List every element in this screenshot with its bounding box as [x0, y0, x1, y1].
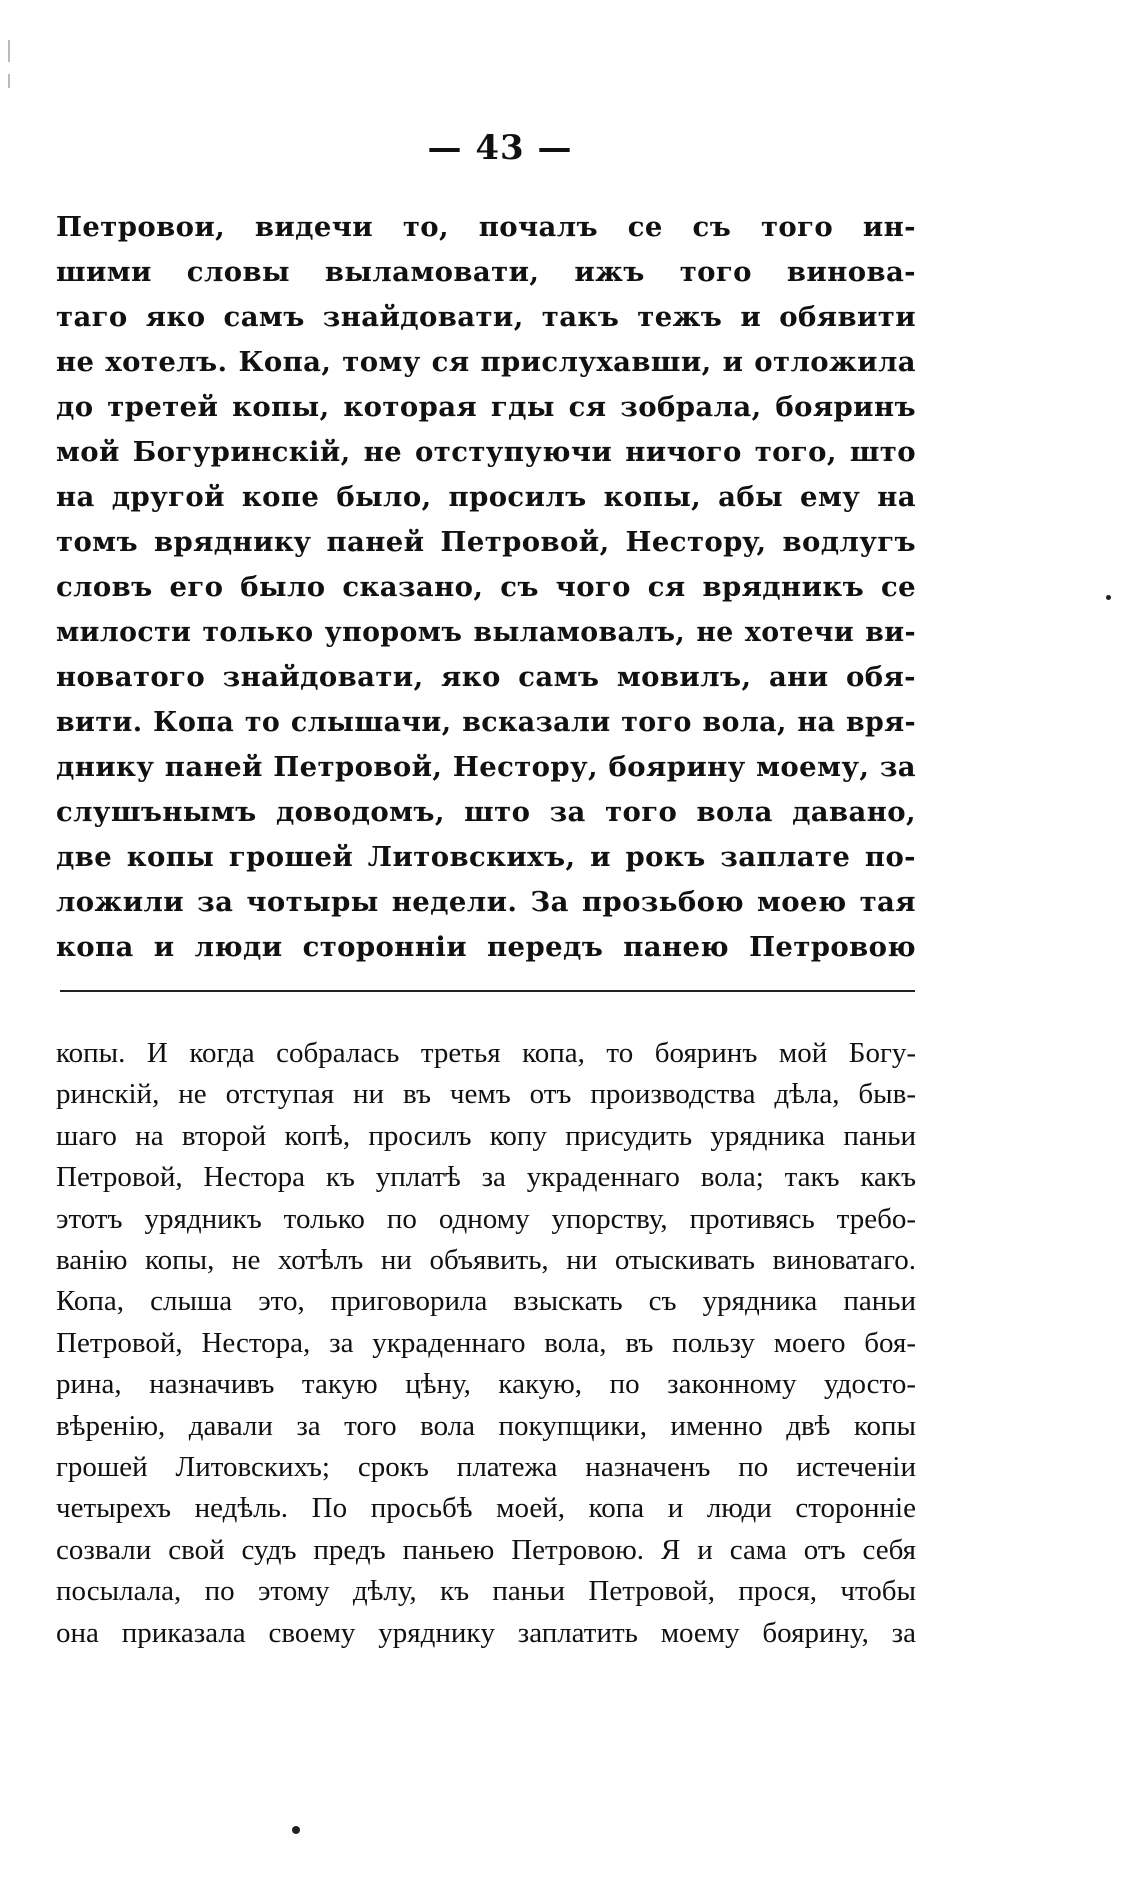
- translation-text-line: грошей Литовскихъ; срокъ платежа назначенъ по истеченіи: [56, 1451, 916, 1484]
- ink-speck: [1106, 595, 1111, 600]
- original-text-line: слушънымъ доводомъ, што за того вола давано,: [56, 796, 916, 828]
- translation-text-line: она приказала своему урядникy заплатить моему боярину, за: [56, 1616, 916, 1649]
- translation-text-line: ринскій, не отступая ни въ чемъ отъ производства дѣла, быв-: [56, 1078, 916, 1111]
- separator-rule: [60, 990, 915, 992]
- translation-text-line: Петровой, Нестора, за украденнаго вола, въ пользу моего боя-: [56, 1326, 916, 1359]
- original-text-line: вити. Копа то слышачи, всказали того вола, на вря-: [56, 707, 916, 738]
- original-text-line: томъ врядникy паней Петровой, Несторy, водлугъ: [56, 526, 916, 558]
- original-text-line: Петровои, видечи то, почалъ се съ того ин-: [56, 211, 916, 243]
- translation-text-block: [56, 1033, 916, 1654]
- translation-text-line: четырехъ недѣль. По просьбѣ моей, копа и люди сторонніе: [56, 1492, 916, 1525]
- original-text-line: таго яко самъ знайдовати, такъ тежъ и обявити: [56, 301, 916, 333]
- original-text-line: две копы грошей Литовскихъ, и рокъ заплате по-: [56, 841, 916, 873]
- left-margin-mark: [8, 74, 10, 88]
- ink-speck: [292, 1826, 300, 1834]
- original-text-line: новатого знайдовати, яко самъ мовилъ, ани обя-: [56, 661, 916, 693]
- original-text-line: шими словы выламовати, ижъ того винова-: [56, 256, 916, 288]
- translation-text-line: Петровой, Нестора къ уплатѣ за украденнаго вола; такъ какъ: [56, 1161, 916, 1194]
- translation-text-line: Копа, слыша это, приговорила взыскать съ урядника паньи: [56, 1285, 916, 1318]
- translation-text-line: вѣренію, давали за того вола покупщики, именно двѣ копы: [56, 1409, 916, 1442]
- original-text-line: ложили за чотыры недели. За прозьбою моею тая: [56, 886, 916, 918]
- original-text-line: словъ его было сказано, съ чого ся врядникъ се: [56, 571, 916, 603]
- original-text-block: [56, 205, 916, 970]
- translation-text-line: рина, назначивъ такую цѣну, какую, по законному удосто-: [56, 1368, 916, 1401]
- translation-text-line: созвали свой судъ предъ паньею Петровою. Я и сама отъ себя: [56, 1533, 916, 1566]
- translation-text-line: этотъ урядникъ только по одному упорству, противясь требо-: [56, 1202, 916, 1235]
- translation-text-line: ванію копы, не хотѣлъ ни объявить, ни отыскивать виноватаго.: [56, 1244, 916, 1277]
- translation-text-line: шаго на второй копѣ, просилъ копу присудить урядника паньи: [56, 1119, 916, 1152]
- left-margin-mark: [8, 40, 10, 62]
- translation-text-line: посылала, по этому дѣлу, къ паньи Петровой, прося, чтобы: [56, 1575, 916, 1608]
- original-text-line: мой Богуринскій, не отступуючи ничого того, што: [56, 436, 916, 468]
- original-text-line: до третей копы, которая гды ся зобрала, бояринъ: [56, 391, 916, 423]
- translation-text-line: копы. И когда собралась третья копа, то бояринъ мой Богу-: [56, 1037, 916, 1069]
- original-text-line: на другой копе было, просилъ копы, абы ему на: [56, 481, 916, 513]
- original-text-line: копа и люди сторонніи передъ панею Петровою: [56, 931, 916, 963]
- original-text-line: милости только упоромъ выламовалъ, не хотечи ви-: [56, 617, 916, 648]
- page-number: — 43 —: [427, 128, 573, 168]
- original-text-line: не хотелъ. Копа, тому ся прислухавши, и отложила: [56, 346, 916, 378]
- original-text-line: днику паней Петровой, Нестору, боярину моему, за: [56, 751, 916, 783]
